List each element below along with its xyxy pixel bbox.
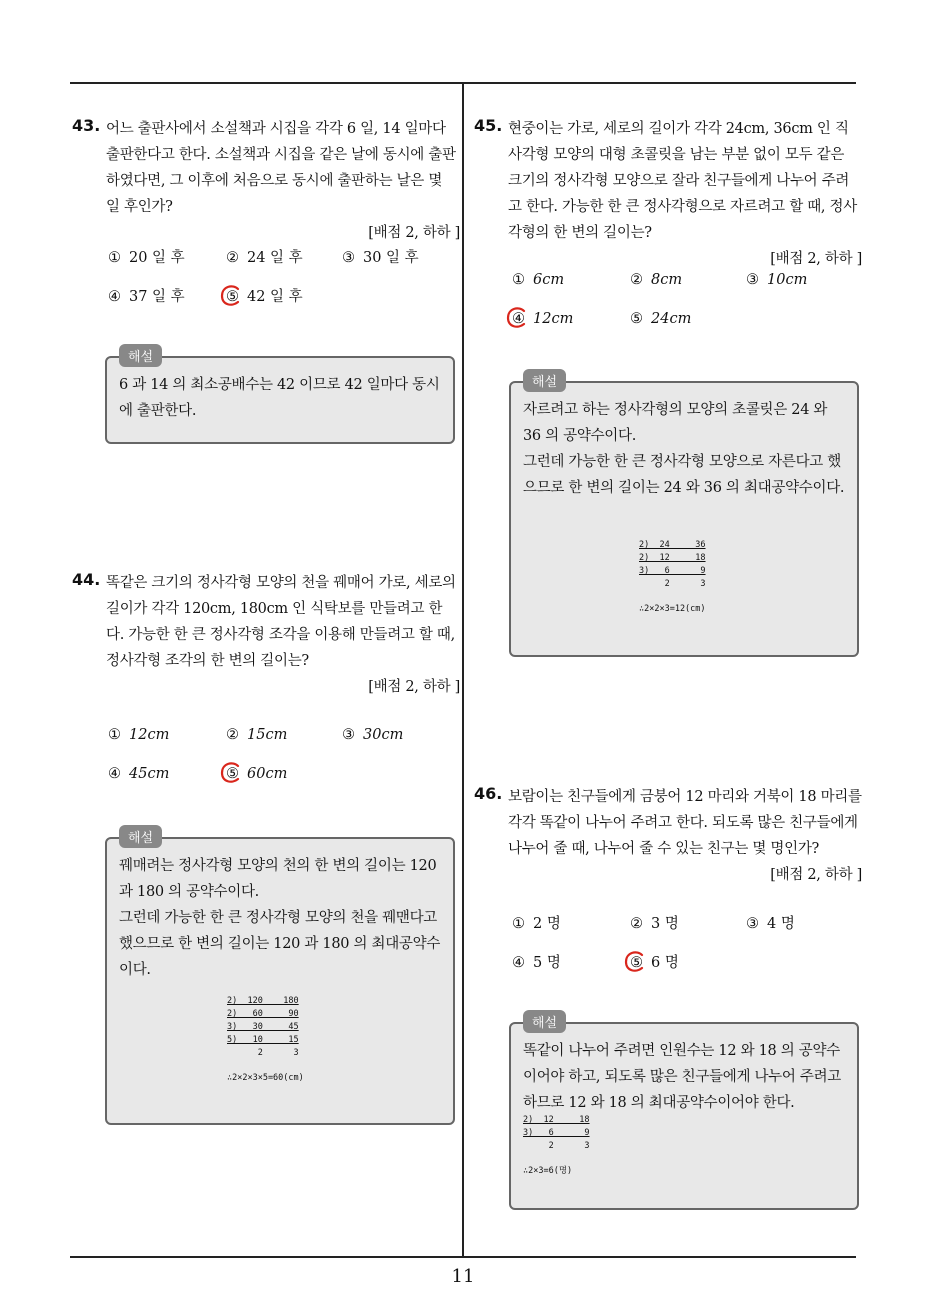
choice-number: ⑤ [226, 766, 239, 782]
solution-text [523, 397, 845, 501]
calc-row: 2 3 [639, 579, 706, 589]
solution-tag: 해설 [119, 344, 162, 367]
choice-text: 6cm [533, 272, 565, 288]
calc-result: ∴2×2×3=12(cm) [639, 604, 706, 614]
choice-number: ① [512, 916, 525, 932]
choice-number: ① [108, 250, 121, 266]
question-number: 45. [474, 116, 503, 135]
question-text [508, 116, 862, 272]
choice-4[interactable] [512, 951, 561, 972]
question-text [508, 784, 862, 888]
choice-text: 3 명 [651, 916, 679, 932]
choice-number: ④ [108, 766, 121, 782]
question-number: 46. [474, 784, 503, 803]
choice-number: ④ [108, 289, 121, 305]
calc-row: 2) 60 90 [227, 1009, 299, 1019]
solution-text [119, 853, 441, 983]
calc-row: 3) 30 45 [227, 1022, 299, 1032]
question-44 [72, 570, 460, 700]
choice-1[interactable] [512, 272, 564, 288]
division-calc [523, 1114, 590, 1178]
choice-4[interactable] [512, 311, 573, 327]
choice-number: ③ [342, 250, 355, 266]
choice-3[interactable] [342, 246, 419, 267]
choice-4[interactable] [108, 285, 185, 306]
choice-text: 60cm [247, 766, 288, 782]
answer-circle-icon [219, 761, 243, 785]
solution-box-45 [509, 375, 859, 657]
choice-number: ⑤ [630, 311, 643, 327]
division-calc [227, 995, 304, 1085]
choice-text: 30 일 후 [363, 250, 419, 266]
calc-row: 2) 120 180 [227, 996, 299, 1006]
solution-box-44 [105, 831, 455, 1125]
choice-text: 24 일 후 [247, 250, 303, 266]
choice-number: ④ [512, 955, 525, 971]
choice-text: 37 일 후 [129, 289, 185, 305]
choice-2[interactable] [226, 727, 287, 743]
choice-2[interactable] [226, 246, 303, 267]
choice-3[interactable] [746, 272, 807, 288]
choice-text: 45cm [129, 766, 170, 782]
division-calc [639, 539, 706, 616]
calc-result: ∴2×2×3×5=60(cm) [227, 1073, 304, 1083]
solution-line: 자르려고 하는 정사각형의 모양의 초콜릿은 24 와 36 의 공약수이다. [523, 402, 828, 444]
calc-result: ∴2×3=6(명) [523, 1166, 573, 1176]
choice-text: 8cm [651, 272, 683, 288]
choice-5[interactable] [630, 951, 679, 972]
calc-row: 2 3 [227, 1048, 299, 1058]
choice-text: 30cm [363, 727, 404, 743]
choice-number: ③ [746, 916, 759, 932]
choice-text: 10cm [767, 272, 808, 288]
choice-number: ① [108, 727, 121, 743]
choice-number: ② [226, 727, 239, 743]
question-body: 어느 출판사에서 소설책과 시집을 각각 6 일, 14 일마다 출판한다고 한다. 소설책과 시집을 같은 날에 동시에 출판하였다면, 그 이후에 처음으로 동시에 출판하는 날은 몇 일 후인가? [106, 121, 456, 215]
footer-rule [70, 1256, 856, 1258]
solution-tag: 해설 [523, 369, 566, 392]
calc-row: 3) 6 9 [639, 566, 706, 576]
answer-circle-icon [505, 306, 529, 330]
choice-1[interactable] [512, 912, 561, 933]
solution-tag: 해설 [119, 825, 162, 848]
choice-text: 15cm [247, 727, 288, 743]
choice-number: ③ [342, 727, 355, 743]
choice-text: 20 일 후 [129, 250, 185, 266]
solution-text: 6 과 14 의 최소공배수는 42 이므로 42 일마다 동시에 출판한다. [119, 377, 440, 419]
choice-text: 6 명 [651, 955, 679, 971]
choice-number: ④ [512, 311, 525, 327]
choice-number: ⑤ [630, 955, 643, 971]
question-text [106, 570, 460, 700]
question-46 [474, 784, 862, 888]
choice-text: 2 명 [533, 916, 561, 932]
question-body: 현중이는 가로, 세로의 길이가 각각 24cm, 36cm 인 직사각형 모양의 대형 초콜릿을 남는 부분 없이 모두 같은 크기의 정사각형 모양으로 잘라 친구들에게 나누어 주려고 한다. 가능한 한 큰 정사각형으로 자르려고 할 때, 정사각형의 한 변의 길이는? [508, 121, 857, 241]
calc-row: 2) 12 18 [523, 1115, 590, 1125]
choice-number: ② [630, 272, 643, 288]
choice-5[interactable] [630, 311, 691, 327]
question-number: 44. [72, 570, 101, 589]
choice-1[interactable] [108, 727, 169, 743]
score: [배점 2, 하하 ] [770, 867, 862, 883]
choice-text: 5 명 [533, 955, 561, 971]
choice-1[interactable] [108, 246, 185, 267]
column-divider [462, 82, 464, 1258]
calc-row: 5) 10 15 [227, 1035, 299, 1045]
choice-2[interactable] [630, 912, 679, 933]
question-body: 똑같은 크기의 정사각형 모양의 천을 꿰매어 가로, 세로의 길이가 각각 120cm, 180cm 인 식탁보를 만들려고 한다. 가능한 한 큰 정사각형 조각을 이용해 만들려고 할 때, 정사각형 조각의 한 변의 길이는? [106, 575, 456, 669]
choice-number: ② [630, 916, 643, 932]
solution-line: 그런데 가능한 한 큰 정사각형 모양으로 자른다고 했으므로 한 변의 길이는 24 와 36 의 최대공약수이다. [523, 454, 845, 496]
score: [배점 2, 하하 ] [770, 251, 862, 267]
choice-number: ② [226, 250, 239, 266]
calc-row: 3) 6 9 [523, 1128, 590, 1138]
choice-text: 12cm [129, 727, 170, 743]
choice-3[interactable] [746, 912, 795, 933]
score: [배점 2, 하하 ] [368, 679, 460, 695]
question-body: 보람이는 친구들에게 금붕어 12 마리와 거북이 18 마리를 각각 똑같이 나누어 주려고 한다. 되도록 많은 친구들에게 나누어 줄 때, 나누어 줄 수 있는 친구는 몇 명인가? [508, 789, 862, 857]
choice-text: 4 명 [767, 916, 795, 932]
choice-number: ① [512, 272, 525, 288]
calc-row: 2 3 [523, 1141, 590, 1151]
calc-row: 2) 24 36 [639, 540, 706, 550]
solution-tag: 해설 [523, 1010, 566, 1033]
calc-row: 2) 12 18 [639, 553, 706, 563]
choice-text: 42 일 후 [247, 289, 303, 305]
choice-2[interactable] [630, 272, 682, 288]
question-45 [474, 116, 862, 272]
solution-box-46 [509, 1016, 859, 1210]
solution-line: 그런데 가능한 한 큰 정사각형 모양의 천을 꿰맨다고 했으므로 한 변의 길이는 120 과 180 의 최대공약수이다. [119, 910, 441, 978]
choice-text: 24cm [651, 311, 692, 327]
score: [배점 2, 하하 ] [368, 225, 460, 241]
answer-circle-icon [623, 950, 647, 974]
question-number: 43. [72, 116, 101, 135]
page-number: 11 [451, 1266, 475, 1287]
question-text [106, 116, 460, 246]
answer-circle-icon [219, 284, 243, 308]
choice-3[interactable] [342, 727, 403, 743]
choice-4[interactable] [108, 766, 169, 782]
choice-number: ⑤ [226, 289, 239, 305]
choice-text: 12cm [533, 311, 574, 327]
question-43 [72, 116, 460, 246]
choice-5[interactable] [226, 285, 303, 306]
choice-5[interactable] [226, 766, 287, 782]
solution-box-43 [105, 350, 455, 444]
solution-text: 똑같이 나누어 주려면 인원수는 12 와 18 의 공약수이어야 하고, 되도록 많은 친구들에게 나누어 주려고 하므로 12 와 18 의 최대공약수이어야 한다. [523, 1043, 842, 1111]
solution-line: 꿰매려는 정사각형 모양의 천의 한 변의 길이는 120 과 180 의 공약수이다. [119, 858, 437, 900]
choice-number: ③ [746, 272, 759, 288]
